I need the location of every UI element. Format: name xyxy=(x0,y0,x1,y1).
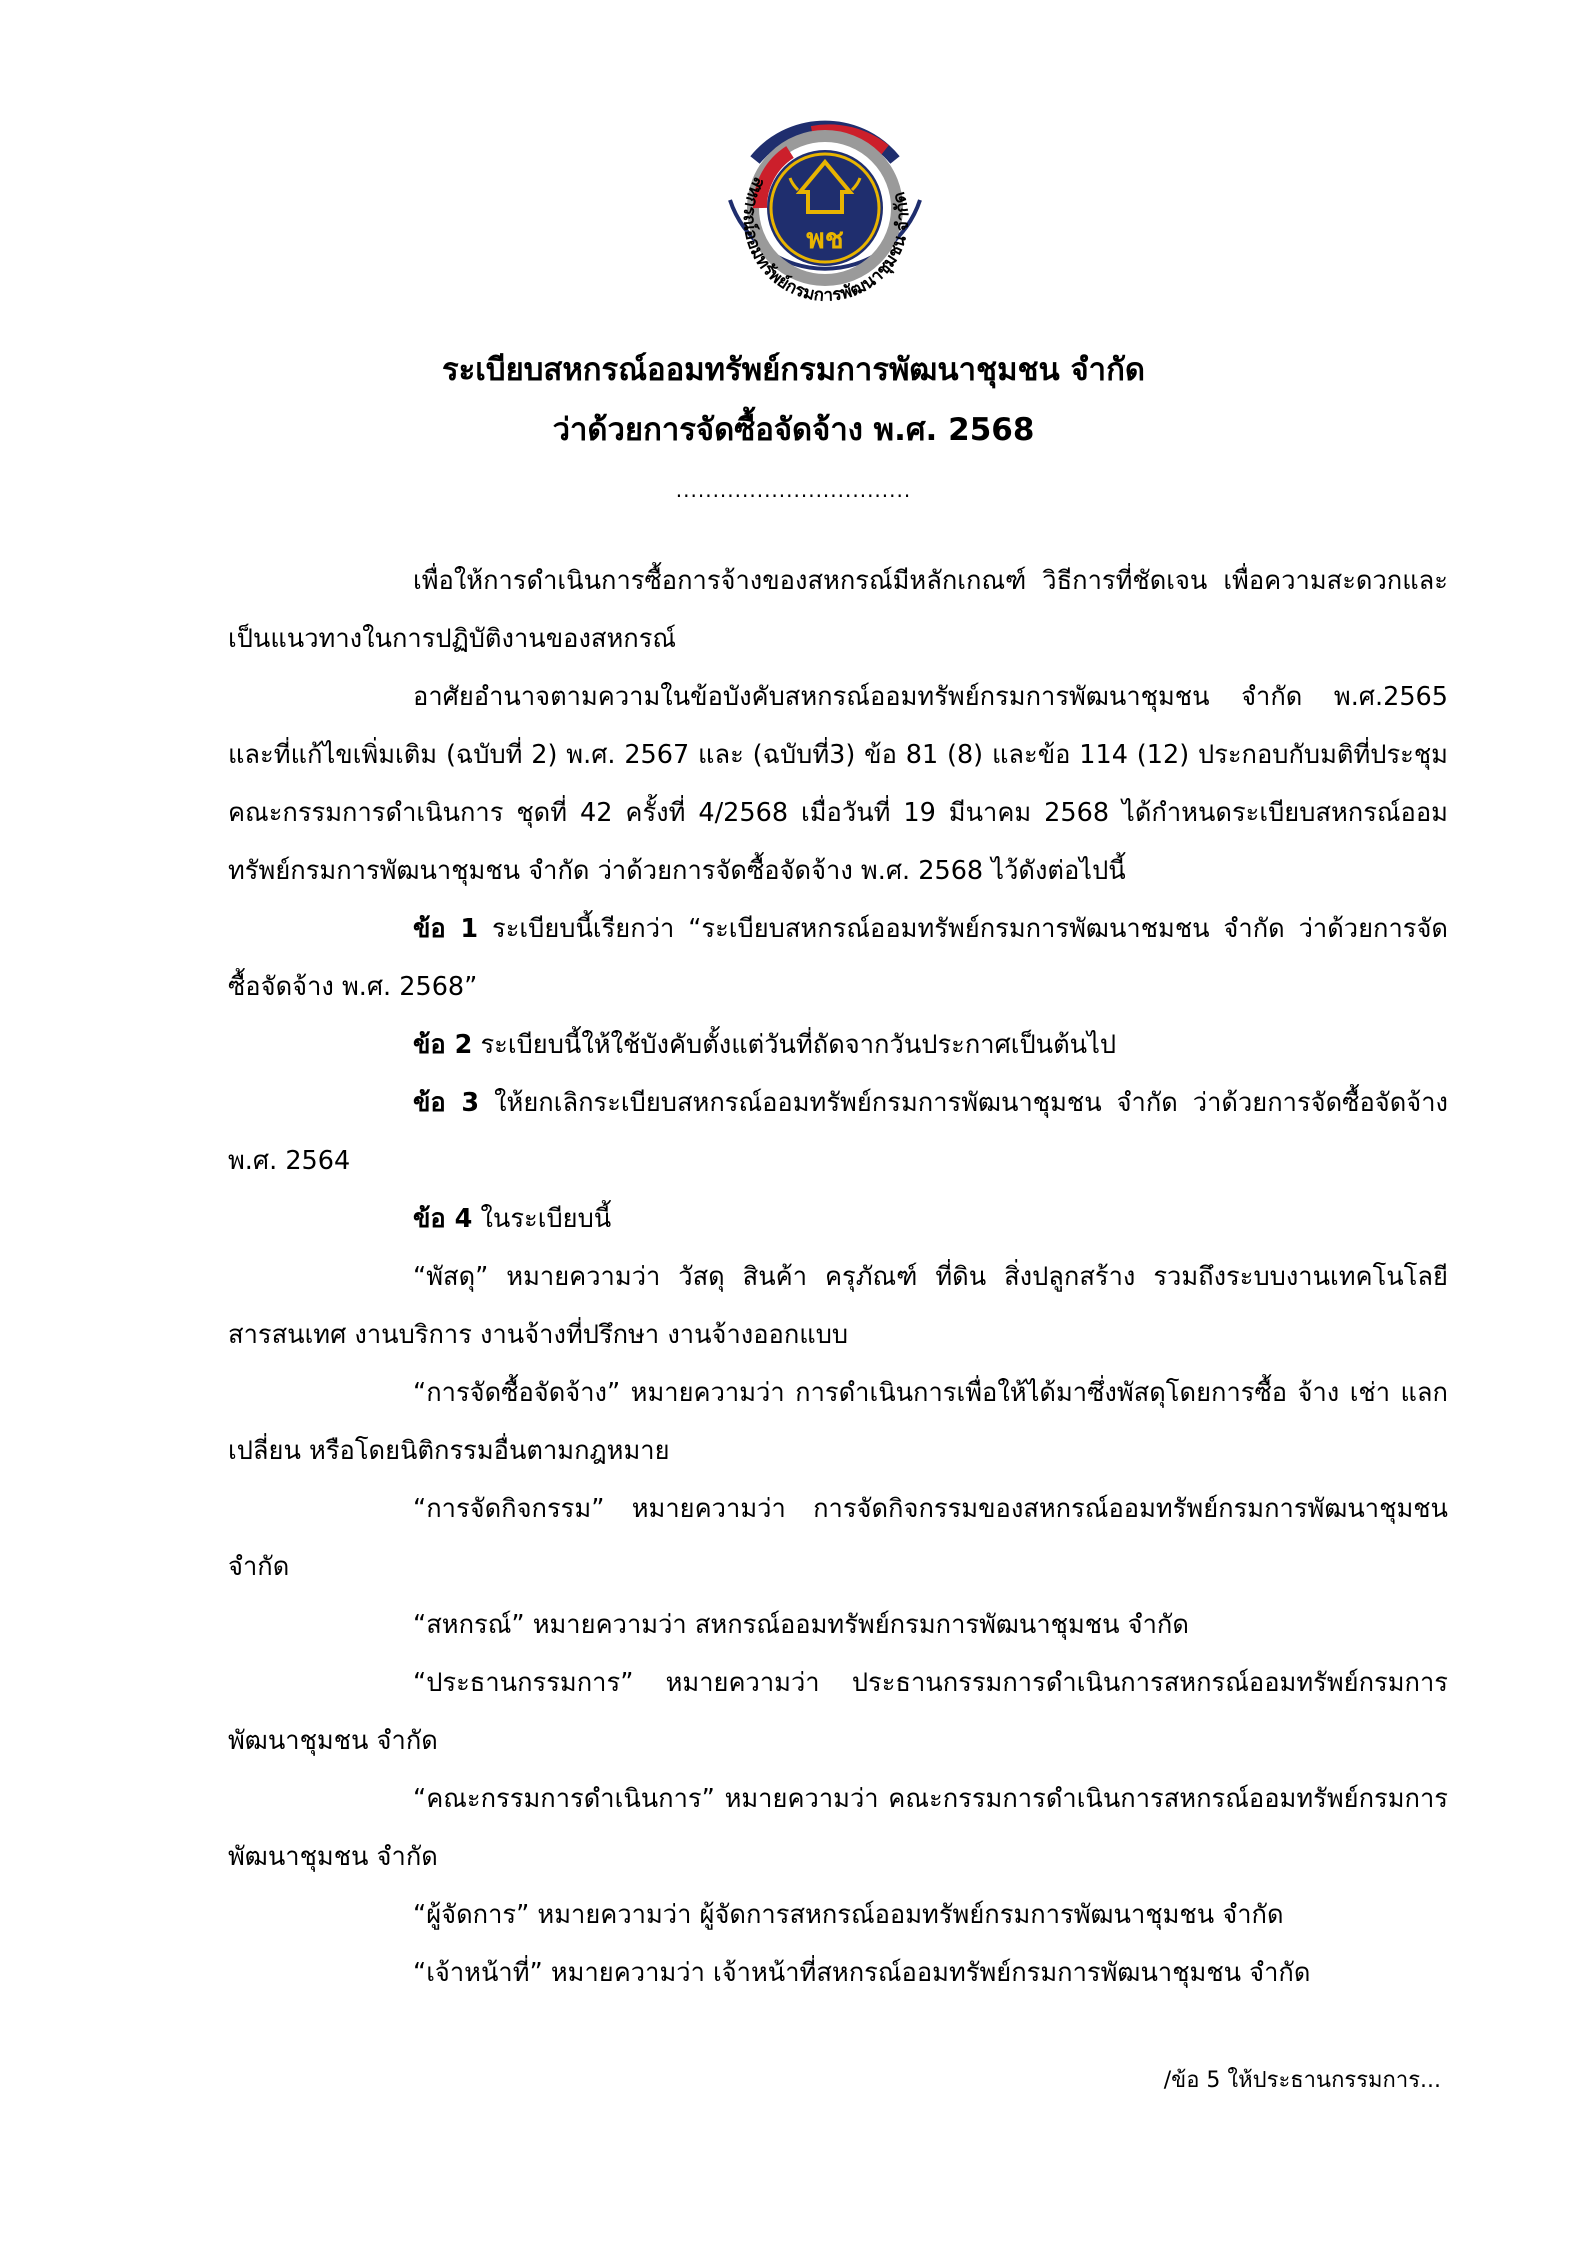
definition-cooperative: “สหกรณ์” หมายความว่า สหกรณ์ออมทรัพย์กรมการพัฒนาชุมชน จำกัด xyxy=(413,1610,1189,1640)
definition-activity: “การจัดกิจกรรม” หมายความว่า การจัดกิจกรรมของสหกรณ์ออมทรัพย์กรมการพัฒนาชุมชน จำกัด xyxy=(228,1494,1448,1582)
clause-2 xyxy=(228,1016,1448,1074)
document-body xyxy=(228,552,1448,2002)
definition-staff: “เจ้าหน้าที่” หมายความว่า เจ้าหน้าที่สหกรณ์ออมทรัพย์กรมการพัฒนาชุมชน จำกัด xyxy=(413,1958,1311,1988)
clause-2-text: ระเบียบนี้ให้ใช้บังคับตั้งแต่วันที่ถัดจากวันประกาศเป็นต้นไป xyxy=(472,1030,1117,1060)
page-title: ระเบียบสหกรณ์ออมทรัพย์กรมการพัฒนาชุมชน จำกัด xyxy=(442,352,1145,388)
definition-board: “คณะกรรมการดำเนินการ” หมายความว่า คณะกรรมการดำเนินการสหกรณ์ออมทรัพย์กรมการพัฒนาชุมชน จำกัด xyxy=(228,1784,1448,1872)
clause-2-label: ข้อ 2 xyxy=(413,1030,473,1060)
clause-1-text: ระเบียบนี้เรียกว่า “ระเบียบสหกรณ์ออมทรัพย์กรมการพัฒนาชมชน จำกัด ว่าด้วยการจัดซื้อจัดจ้าง พ.ศ. 2568” xyxy=(228,914,1448,1002)
cooperative-logo xyxy=(700,100,950,350)
definition-manager: “ผู้จัดการ” หมายความว่า ผู้จัดการสหกรณ์ออมทรัพย์กรมการพัฒนาชุมชน จำกัด xyxy=(413,1900,1284,1930)
clause-4-label: ข้อ 4 xyxy=(413,1204,473,1234)
clause-4-text: ในระเบียบนี้ xyxy=(472,1204,612,1234)
logo-ring-text: สหกรณ์ออมทรัพย์กรมการพัฒนาชุมชน จำกัด xyxy=(738,173,914,306)
paragraph-authority: อาศัยอำนาจตามความในข้อบังคับสหกรณ์ออมทรัพย์กรมการพัฒนาชุมชน จำกัด พ.ศ.2565 และที่แก้ไขเพิ่มเติม (ฉบับที่ 2) พ.ศ. 2567 และ (ฉบับที่3) ข้อ 81 (8) และข้อ 114 (12) ประกอบกับมติที่ประชุมคณะกรรมการดำเนินการ ชุดที่ 42 ครั้งที่ 4/2568 เมื่อวันที่ 19 มีนาคม 2568 ได้กำหนดระเบียบสหกรณ์ออมทรัพย์กรมการพัฒนาชุมชน จำกัด ว่าด้วยการจัดซื้อจัดจ้าง พ.ศ. 2568 ไว้ดังต่อไปนี้ xyxy=(228,682,1448,886)
clause-3-text: ให้ยกเลิกระเบียบสหกรณ์ออมทรัพย์กรมการพัฒนาชุมชน จำกัด ว่าด้วยการจัดซื้อจัดจ้าง พ.ศ. 2564 xyxy=(228,1088,1448,1176)
clause-4 xyxy=(228,1190,1448,1248)
definition-procurement: “การจัดซื้อจัดจ้าง” หมายความว่า การดำเนินการเพื่อให้ได้มาซึ่งพัสดุโดยการซื้อ จ้าง เช่า แลกเปลี่ยน หรือโดยนิติกรรมอื่นตามกฎหมาย xyxy=(228,1378,1448,1466)
clause-1 xyxy=(228,900,1448,1016)
paragraph-purpose: เพื่อให้การดำเนินการซื้อการจ้างของสหกรณ์มีหลักเกณฑ์ วิธีการที่ชัดเจน เพื่อความสะดวกและเป็นแนวทางในการปฏิบัติงานของสหกรณ์ xyxy=(228,566,1448,654)
definition-supplies: “พัสดุ” หมายความว่า วัสดุ สินค้า ครุภัณฑ์ ที่ดิน สิ่งปลูกสร้าง รวมถึงระบบงานเทคโนโลยีสารสนเทศ งานบริการ งานจ้างที่ปรึกษา งานจ้างออกแบบ xyxy=(228,1262,1448,1350)
clause-3-label: ข้อ 3 xyxy=(413,1088,480,1118)
definition-chairman: “ประธานกรรมการ” หมายความว่า ประธานกรรมการดำเนินการสหกรณ์ออมทรัพย์กรมการพัฒนาชุมชน จำกัด xyxy=(228,1668,1448,1756)
clause-1-label: ข้อ 1 xyxy=(413,914,479,944)
title-separator: ................................ xyxy=(675,478,912,502)
clause-3 xyxy=(228,1074,1448,1190)
logo-center-text: พช xyxy=(806,222,844,255)
page-subtitle: ว่าด้วยการจัดซื้อจัดจ้าง พ.ศ. 2568 xyxy=(552,412,1035,448)
continuation-note: /ข้อ 5 ให้ประธานกรรมการ... xyxy=(1163,2068,1441,2093)
